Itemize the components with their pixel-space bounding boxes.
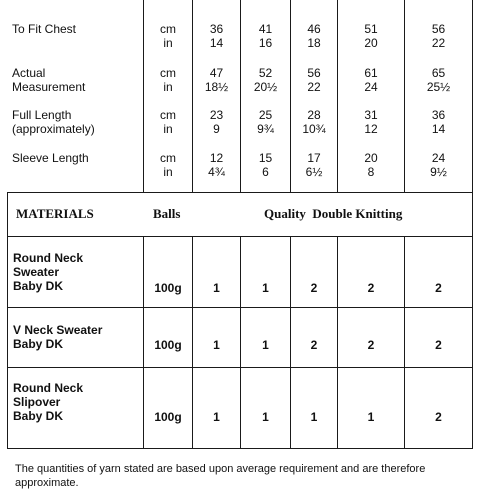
row-label: To Fit Chest	[12, 22, 77, 36]
unit-label: cm in	[160, 108, 176, 136]
ball-count: 1	[213, 338, 220, 352]
size-value: 20 8	[364, 151, 378, 179]
garment-name: Round Neck Sweater Baby DK	[13, 251, 84, 293]
size-value: 36 14	[209, 22, 224, 50]
size-value: 17 6½	[305, 151, 323, 179]
size-value: 15 6	[258, 151, 273, 179]
grid-line	[7, 307, 473, 308]
row-label: Actual Measurement	[12, 66, 86, 94]
grid-line	[7, 367, 473, 368]
row-label: Sleeve Length	[12, 151, 89, 165]
size-value: 51 20	[364, 22, 378, 50]
yarn-weight: 100g	[154, 338, 182, 352]
unit-label: cm in	[160, 151, 176, 179]
garment-name: Round Neck Slipover Baby DK	[13, 381, 84, 423]
size-value: 65 25½	[426, 66, 451, 94]
grid-line	[7, 236, 473, 237]
ball-count: 1	[262, 338, 269, 352]
grid-line	[472, 0, 473, 448]
ball-count: 2	[310, 281, 318, 295]
row-label: Full Length (approximately)	[12, 108, 95, 136]
grid-line	[7, 192, 473, 193]
size-value: 25 9¾	[257, 108, 274, 136]
size-value: 46 18	[307, 22, 321, 50]
footnote: The quantities of yarn stated are based upon average requirement and are therefore approximate.	[15, 463, 426, 489]
garment-name: V Neck Sweater Baby DK	[13, 323, 103, 351]
size-value: 23 9	[209, 108, 224, 136]
size-value: 24 9½	[430, 151, 447, 179]
ball-count: 1	[213, 410, 220, 424]
size-value: 28 10¾	[302, 108, 326, 136]
grid-line	[7, 192, 8, 448]
ball-count: 2	[435, 281, 442, 295]
size-value: 61 24	[364, 66, 378, 94]
ball-count: 1	[262, 410, 269, 424]
ball-count: 2	[435, 338, 442, 352]
ball-count: 1	[310, 410, 318, 424]
ball-count: 1	[262, 281, 269, 295]
grid-line	[7, 448, 473, 449]
ball-count: 1	[213, 281, 220, 295]
size-value: 31 12	[364, 108, 378, 136]
size-value: 56 22	[431, 22, 446, 50]
yarn-weight: 100g	[154, 281, 182, 295]
ball-count: 2	[367, 281, 375, 295]
materials-heading: MATERIALS	[16, 206, 94, 221]
size-value: 36 14	[431, 108, 446, 136]
size-value: 52 20½	[253, 66, 278, 94]
size-value: 56 22	[307, 66, 321, 94]
unit-label: cm in	[160, 66, 176, 94]
yarn-weight: 100g	[154, 410, 182, 424]
quality-heading: Quality Double Knitting	[264, 206, 403, 221]
balls-heading: Balls	[153, 206, 181, 221]
unit-label: cm in	[160, 22, 176, 50]
ball-count: 2	[367, 338, 375, 352]
ball-count: 2	[435, 410, 442, 424]
ball-count: 1	[367, 410, 375, 424]
size-value: 41 16	[258, 22, 273, 50]
ball-count: 2	[310, 338, 318, 352]
size-value: 47 18½	[204, 66, 229, 94]
size-value: 12 4¾	[208, 151, 225, 179]
